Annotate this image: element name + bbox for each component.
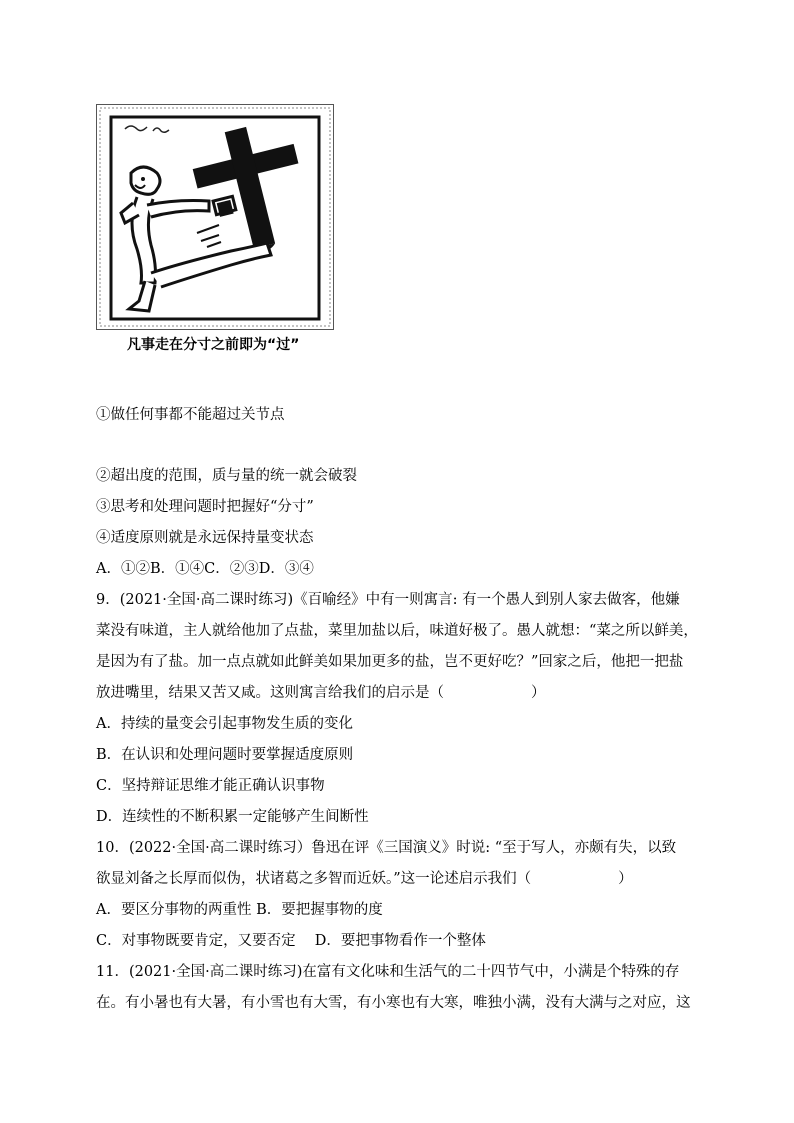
q11-stem-line-2: 在。有小暑也有大暑，有小雪也有大雪，有小寒也有大寒，唯独小满，没有大满与之对应，这 <box>96 995 691 1011</box>
figure-caption: 凡事走在分寸之前即为“过” <box>127 337 300 353</box>
cartoon-figure <box>96 104 334 330</box>
q11-stem-line-1: 11．(2021·全国·高二课时练习)在富有文化味和生活气的二十四节气中，小满是个特殊的存 <box>96 964 680 980</box>
q8-option-4: ④适度原则就是永远保持量变状态 <box>96 530 314 546</box>
q8-option-3: ③思考和处理问题时把握好“分寸” <box>96 499 314 515</box>
q9-option-b: B．在认识和处理问题时要掌握适度原则 <box>96 747 354 763</box>
q10-options-line-1: A．要区分事物的两重性 B．要把握事物的度 <box>96 902 383 918</box>
cartoon-illustration <box>97 105 333 329</box>
q9-stem-line-2: 菜没有味道，主人就给他加了点盐，菜里加盐以后，味道好极了。愚人就想：“菜之所以鲜美， <box>96 623 698 639</box>
q9-stem-line-3: 是因为有了盐。加一点点就如此鲜美如果加更多的盐，岂不更好吃？”回家之后，他把一把盐 <box>96 654 684 670</box>
q9-option-c: C．坚持辩证思维才能正确认识事物 <box>96 778 325 794</box>
q8-option-2: ②超出度的范围，质与量的统一就会破裂 <box>96 468 357 484</box>
q9-option-a: A．持续的量变会引起事物发生质的变化 <box>96 716 353 732</box>
q9-stem-line-4: 放进嘴里，结果又苦又咸。这则寓言给我们的启示是（ ） <box>96 685 546 701</box>
q10-options-line-2: C．对事物既要肯定，又要否定 D．要把事物看作一个整体 <box>96 933 486 949</box>
q10-stem-line-2: 欲显刘备之长厚而似伪，状诸葛之多智而近妖。”这一论述启示我们（ ） <box>96 871 633 887</box>
q9-option-d: D．连续性的不断积累一定能够产生间断性 <box>96 809 369 825</box>
q10-stem-line-1: 10．(2022·全国·高二课时练习）鲁迅在评《三国演义》时说: “至于写人，亦颇有失，以致 <box>96 840 677 856</box>
q8-option-1: ①做任何事都不能超过关节点 <box>96 407 285 423</box>
q8-answer-choices: A．①②B．①④C．②③D．③④ <box>96 561 314 577</box>
q9-stem-line-1: 9．(2021·全国·高二课时练习)《百喻经》中有一则寓言: 有一个愚人到别人家去做客，他嫌 <box>96 592 680 608</box>
